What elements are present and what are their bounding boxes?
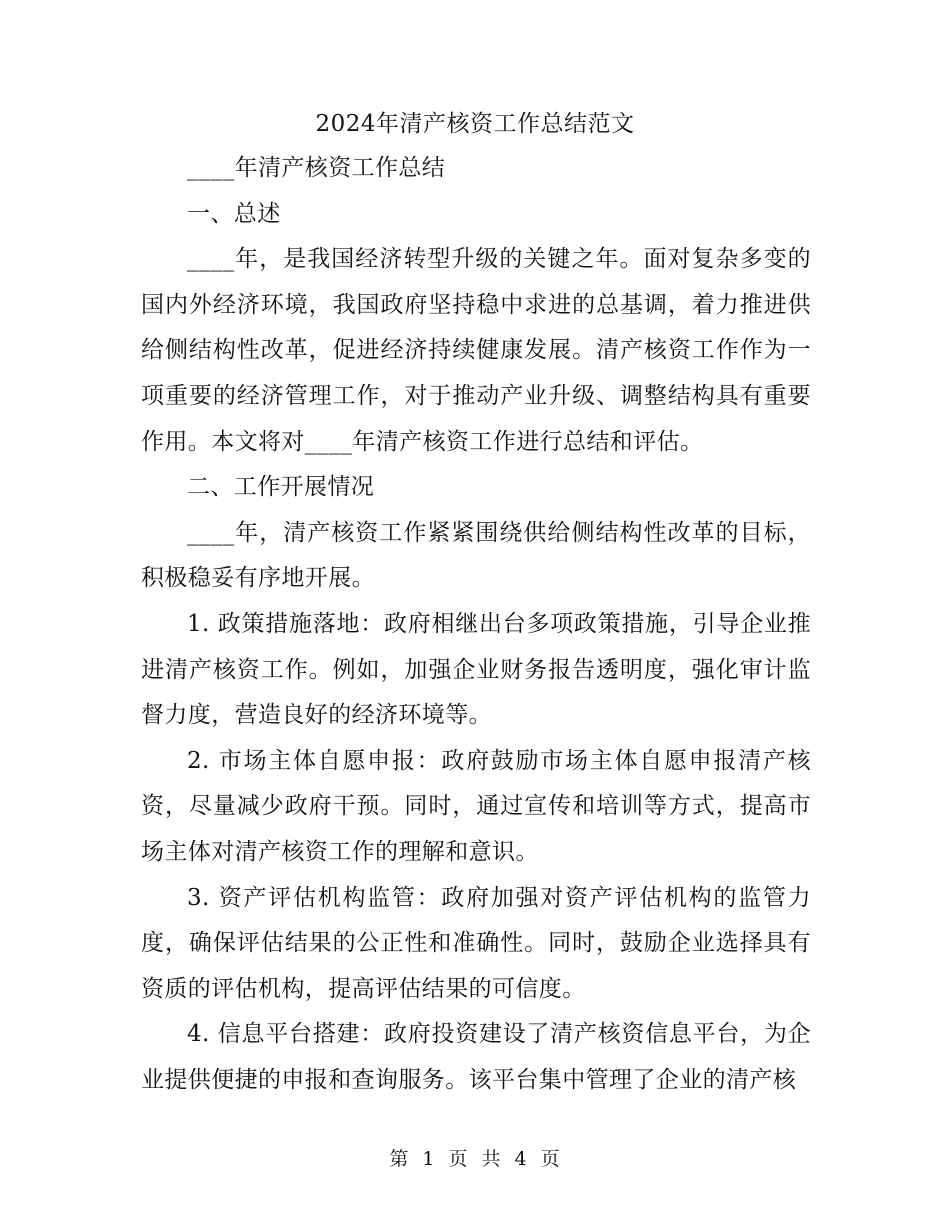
list-item-appraisal-supervision: 3. 资产评估机构监管：政府加强对资产评估机构的监管力度，确保评估结果的公正性和准确性。同时，鼓励企业选择具有资质的评估机构，提高评估结果的可信度。 — [141, 884, 811, 1002]
list-item-self-report: 2. 市场主体自愿申报：政府鼓励市场主体自愿申报清产核资，尽量减少政府干预。同时，通过宣传和培训等方式，提高市场主体对清产核资工作的理解和意识。 — [141, 747, 811, 865]
document-title: 2024年清产核资工作总结范文 — [315, 111, 635, 137]
page-footer: 第 1 页 共 4 页 — [389, 1148, 561, 1170]
section-heading-overview: 一、总述 — [187, 200, 281, 227]
section-heading-work-progress: 二、工作开展情况 — [187, 474, 375, 501]
list-item-info-platform: 4. 信息平台搭建：政府投资建设了清产核资信息平台，为企业提供便捷的申报和查询服务。该平台集中管理了企业的清产核 — [141, 1021, 811, 1093]
document-body — [141, 146, 811, 1103]
overview-paragraph: ____年，是我国经济转型升级的关键之年。面对复杂多变的国内外经济环境，我国政府坚持稳中求进的总基调，着力推进供给侧结构性改革，促进经济持续健康发展。清产核资工作作为一项重要的经济管理工作，对于推动产业升级、调整结构具有重要作用。本文将对____年清产核资工作进行总结和评估。 — [141, 246, 811, 455]
list-item-policy: 1. 政策措施落地：政府相继出台多项政策措施，引导企业推进清产核资工作。例如，加强企业财务报告透明度，强化审计监督力度，营造良好的经济环境等。 — [141, 610, 811, 729]
subtitle-paragraph: ____年清产核资工作总结 — [187, 155, 446, 181]
work-progress-paragraph: ____年，清产核资工作紧紧围绕供给侧结构性改革的目标，积极稳妥有序地开展。 — [141, 519, 811, 592]
